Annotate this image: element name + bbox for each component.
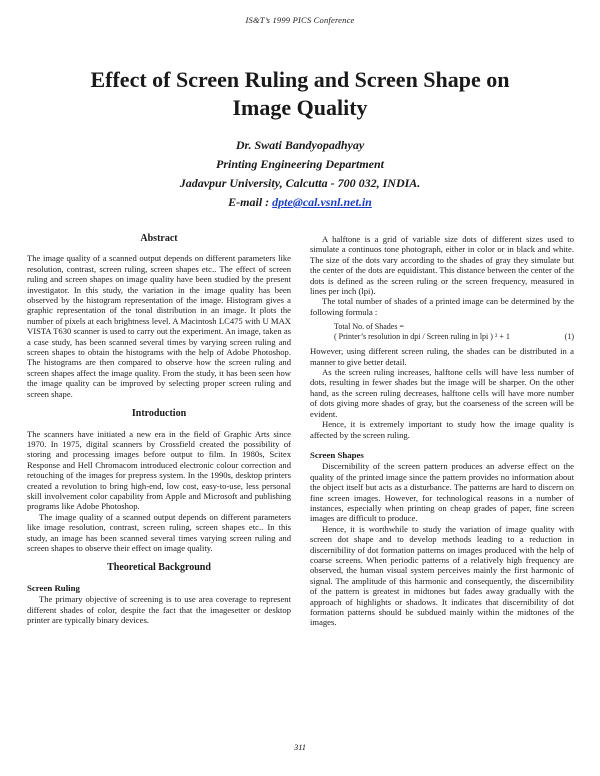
email-link[interactable]: dpte@cal.vsnl.net.in bbox=[272, 195, 372, 209]
equation-number: (1) bbox=[564, 332, 574, 342]
introduction-paragraph-1: The scanners have initiated a new era in the field of Graphic Arts since 1970. In 1975, digital scanners by Crossfield created the possibility of storing and processing images before output to film. In 1980s, Scitex Response and Hell Chromacom introduced electronic colour correction and retouching of the images for prepress system. In the 1990s, desktop printers created a revolution to bring high-end, low cost, easy-to-use, less personal skill involvement color capability from Apple and Microsoft and publishing programs like Adobe Photoshop. bbox=[27, 428, 291, 512]
formula-expression: ( Printer’s resolution in dpi / Screen ruling in lpi ) ² + 1 bbox=[334, 332, 510, 342]
running-head: IS&T’s 1999 PICS Conference bbox=[245, 15, 355, 25]
author-affiliation: Jadavpur University, Calcutta - 700 032, INDIA. bbox=[179, 176, 421, 190]
right-column bbox=[310, 234, 574, 628]
left-column bbox=[27, 234, 291, 625]
screen-ruling-paragraph-4: However, using different screen ruling, the shades can be distributed in a manner to give better detail. bbox=[310, 346, 574, 367]
shades-formula bbox=[334, 322, 574, 342]
title-line-1: Effect of Screen Ruling and Screen Shape on bbox=[90, 67, 510, 92]
author-email-line bbox=[40, 193, 560, 212]
screen-ruling-paragraph-6: Hence, it is extremely important to study how the image quality is affected by the screen ruling. bbox=[310, 419, 574, 440]
author-department: Printing Engineering Department bbox=[215, 157, 385, 171]
theoretical-background-heading: Theoretical Background bbox=[107, 562, 211, 574]
introduction-paragraph-2: The image quality of a scanned output depends on different parameters like image resolution, contrast, screen ruling, screen shapes etc.. In this study, an image has been scanned several times varying screen ruling and screen shapes to observe their effect on image quality. bbox=[27, 511, 291, 553]
email-label: E-mail : bbox=[228, 195, 273, 209]
screen-ruling-paragraph-3: The total number of shades of a printed image can be determined by the following formula : bbox=[310, 296, 574, 317]
author-block bbox=[40, 136, 560, 212]
introduction-heading: Introduction bbox=[131, 408, 187, 420]
author-name: Dr. Swati Bandyopadhyay bbox=[235, 138, 365, 152]
screen-ruling-heading: Screen Ruling bbox=[27, 582, 80, 593]
formula-line-1: Total No. of Shades = bbox=[334, 322, 404, 332]
screen-shapes-paragraph-2: Hence, it is worthwhile to study the variation of image quality with screen dot shape and to develop methods leading to a reduction in discernibility of dot formation patterns on images produced with the help of coarse screens. When periodic patterns of a relatively high frequency are observed, the human visual system perceives mainly the first harmonic of signal. The amplitude of this harmonic and consequently, the discernibility of the pattern is greatest in midtones but fades away gradually with the approach of highlights or shadows. It indicates that discernibility of dot formation patterns should be subdued mainly within the midtones of the images. bbox=[310, 523, 574, 628]
paper-title bbox=[40, 66, 560, 122]
screen-ruling-paragraph-5: As the screen ruling increases, halftone cells will have less number of dots, resulting in fewer shades but the image will be sharper. On the other hand, as the screen ruling decreases, halftone cells will have more number of dots giving more shades of gray, but the coarseness of the screen will be evident. bbox=[310, 367, 574, 419]
screen-shapes-paragraph-1: Discernibility of the screen pattern produces an adverse effect on the quality of the printed image since the pattern provides no information about the object itself but acts as a disturbance. The patterns are hard to discern on fine screen images. However, for technological reasons in a number of instances, especially when printing on cheap grades of paper, fine screen images are difficult to produce. bbox=[310, 461, 574, 524]
screen-ruling-paragraph-1: The primary objective of screening is to use area coverage to represent different shades of color, despite the fact that the imagesetter or desktop printer are typically binary devices. bbox=[27, 594, 291, 625]
title-line-2: Image Quality bbox=[232, 95, 368, 120]
abstract-text: The image quality of a scanned output depends on different parameters like resolution, contrast, screen ruling, screen shapes etc.. The effect of screen ruling and screen shapes on image quality have been studied by the present investigator. In this study, the variation in the image quality has been observed by the histogram representation of the image. Histogram gives a graphic representation of the tonal distribution in an image. It plots the number of pixels at each brightness level. A Macintosh LC475 with U MAX VISTA T630 scanner is used to carry out the experiment. An image, taken as a case study, has been scanned several times by varying screen ruling and screen shapes to obtain the histograms with the help of Adobe Photoshop. The histograms are then compared to observe how the screen ruling and screen shapes affect the image quality. From the study, it has been seen how the image quality can be improved by selecting proper screen ruling and screen shape. bbox=[27, 253, 291, 399]
screen-shapes-heading: Screen Shapes bbox=[310, 449, 364, 460]
screen-ruling-paragraph-2: A halftone is a grid of variable size dots of different sizes used to simulate a continuos tone photograph, either in color or in black and white. The size of the dots vary according to the shades of gray they simulate but the center of the dots are equidistant. This distance between the center of the dots is defined as the screen ruling or the screen frequency, measured in lines per inch (lpi). bbox=[310, 234, 574, 297]
formula-line-2 bbox=[334, 332, 574, 342]
page-number: 311 bbox=[293, 742, 307, 752]
abstract-heading: Abstract bbox=[140, 233, 178, 244]
